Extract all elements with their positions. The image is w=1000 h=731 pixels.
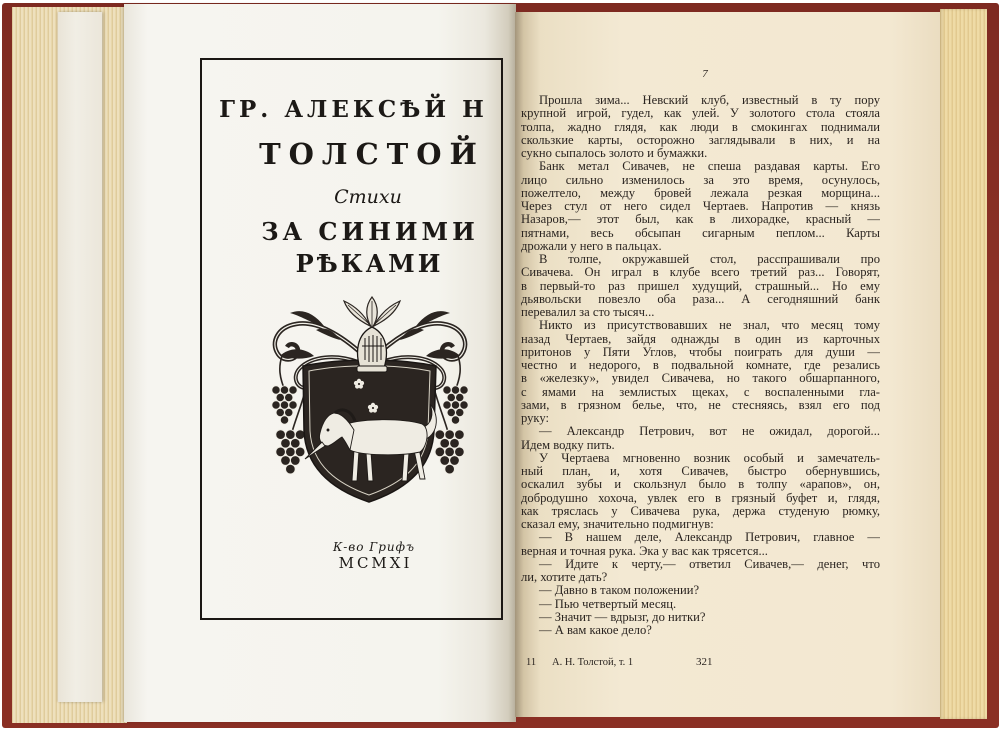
- paragraph: [521, 160, 880, 253]
- coat-of-arms-illustration: [262, 296, 478, 508]
- paragraph: [521, 452, 880, 532]
- text-line: оскалил зубы и скользнул было в толпу «арапов», он,: [521, 478, 880, 492]
- text-line: сукно сыпалось золото и бумажки.: [521, 147, 708, 160]
- paragraph: [521, 558, 880, 585]
- plumes: [344, 297, 400, 328]
- text-line: — Давно в таком положении?: [539, 584, 700, 598]
- paragraph: [521, 598, 880, 611]
- paragraph: [521, 531, 880, 558]
- body-text: [521, 94, 880, 637]
- text-line: скользкие карты, осторожно заглядывали в них, и на: [521, 133, 880, 147]
- text-line: назад Чертаев, зайдя однажды в один из карточных: [521, 332, 880, 346]
- text-line: крупной игрой, гудел, как улей. У золотого стола стояла: [521, 107, 880, 121]
- paragraph: [521, 253, 880, 319]
- text-line: дрожали у него в пальцах.: [521, 239, 662, 253]
- page-edges-right: [940, 9, 987, 719]
- text-line: сказал ему, значительно подмигнув:: [521, 518, 714, 531]
- helmet: [357, 327, 387, 372]
- text-line: — В нашем деле, Александр Петрович, главное —: [539, 531, 880, 545]
- text-line: — Идите к черту,— ответил Сивачев,— денег, что: [539, 557, 880, 571]
- book-title-line2: РѢКАМИ: [295, 249, 444, 278]
- text-line: толпа, жадно глядя, как люди в смокингах поднимали: [521, 120, 880, 134]
- text-line: пожелтело, между бровей лежала резкая морщина...: [521, 186, 880, 200]
- text-line: добродушно хохоча, увлек его в грязный буфет и, глядя,: [521, 491, 880, 505]
- text-line: как тряслась у Сивачева рука, держа студеную рюмку,: [521, 504, 880, 518]
- footer-signature-number: 11: [526, 657, 537, 668]
- text-line: Назаров,— этот был, как в лихорадке, красный —: [521, 213, 880, 227]
- publication-year: MCMXI: [338, 554, 413, 572]
- footer-signature-text: А. Н. Толстой, т. 1: [552, 657, 634, 668]
- author-surname: ТОЛСТОЙ: [259, 137, 485, 171]
- text-line: Идем водку пить.: [521, 438, 615, 452]
- text-line: притонов у Пяти Углов, чтобы поиграть для души —: [521, 345, 880, 359]
- paragraph: [521, 94, 880, 160]
- text-line: зами, в грязном белье, что, не стесняясь, взял его под: [521, 398, 880, 412]
- text-line: — Пью четвертый месяц.: [539, 597, 677, 611]
- page-header-number: 7: [702, 68, 708, 80]
- paragraph: [521, 425, 880, 452]
- genre-label: Стихи: [334, 186, 402, 208]
- text-line: дьявольски повезло оба раза... А сегодняшний банк: [521, 292, 880, 306]
- text-line: в «железку», увидел Сивачева, но такого обшарпанного,: [521, 372, 880, 386]
- text-line: — Александр Петрович, вот не ожидал, дорогой...: [539, 425, 880, 439]
- text-line: Банк метал Сивачев, не спеша раздавая карты. Его: [539, 160, 880, 174]
- text-line: Через стул от него сидел Чертаев. Напротив — князь: [521, 200, 880, 213]
- publisher-mark: К-во Грифъ: [332, 540, 416, 554]
- text-line: пятнами, весь обсыпан сигарным пеплом... Карты: [521, 226, 880, 240]
- text-line: честно и недорого, в подвальной комнате, где резались: [521, 359, 880, 372]
- text-line: Никто из присутствовавших не знал, что месяц тому: [539, 319, 880, 333]
- book-title-line1: ЗА СИНИМИ: [261, 217, 479, 246]
- text-line: ли, хотите дать?: [521, 571, 608, 584]
- text-line: верная и точная рука. Эка у вас как трясется...: [521, 544, 768, 558]
- text-line: В толпе, окружавшей стол, расспрашивали про: [539, 253, 880, 266]
- text-line: Прошла зима... Невский клуб, известный в ту пору: [539, 94, 880, 107]
- text-line: Сивачева. Он играл в клубе всего третий раз... Говорят,: [521, 266, 880, 280]
- paragraph: [521, 624, 880, 637]
- text-line: ный план, и, хотя Сивачев, быстро обернувшись,: [521, 465, 880, 478]
- paragraph: [521, 584, 880, 597]
- text-line: перевалил за сто тысяч...: [521, 306, 655, 319]
- text-line: — А вам какое дело?: [539, 624, 652, 637]
- paragraph: [521, 319, 880, 425]
- author-line: ГР. АЛЕКСѢЙ Н: [219, 96, 488, 123]
- loose-page-edge: [58, 12, 102, 702]
- paragraph: [521, 611, 880, 624]
- text-line: с ямами на землистых щеках, с воспаленными гла-: [521, 385, 880, 399]
- text-line: У Чертаева мгновенно возник особый и замечатель-: [539, 451, 880, 465]
- page-number: 321: [696, 656, 713, 668]
- text-line: в первый-то раз пришел худущий, страшный... Но ему: [521, 279, 880, 293]
- text-line: руку:: [521, 412, 549, 425]
- text-line: — Значит — вдрызг, до нитки?: [539, 610, 706, 624]
- text-line: лицо сильно изменилось за это время, осунулось,: [521, 173, 880, 187]
